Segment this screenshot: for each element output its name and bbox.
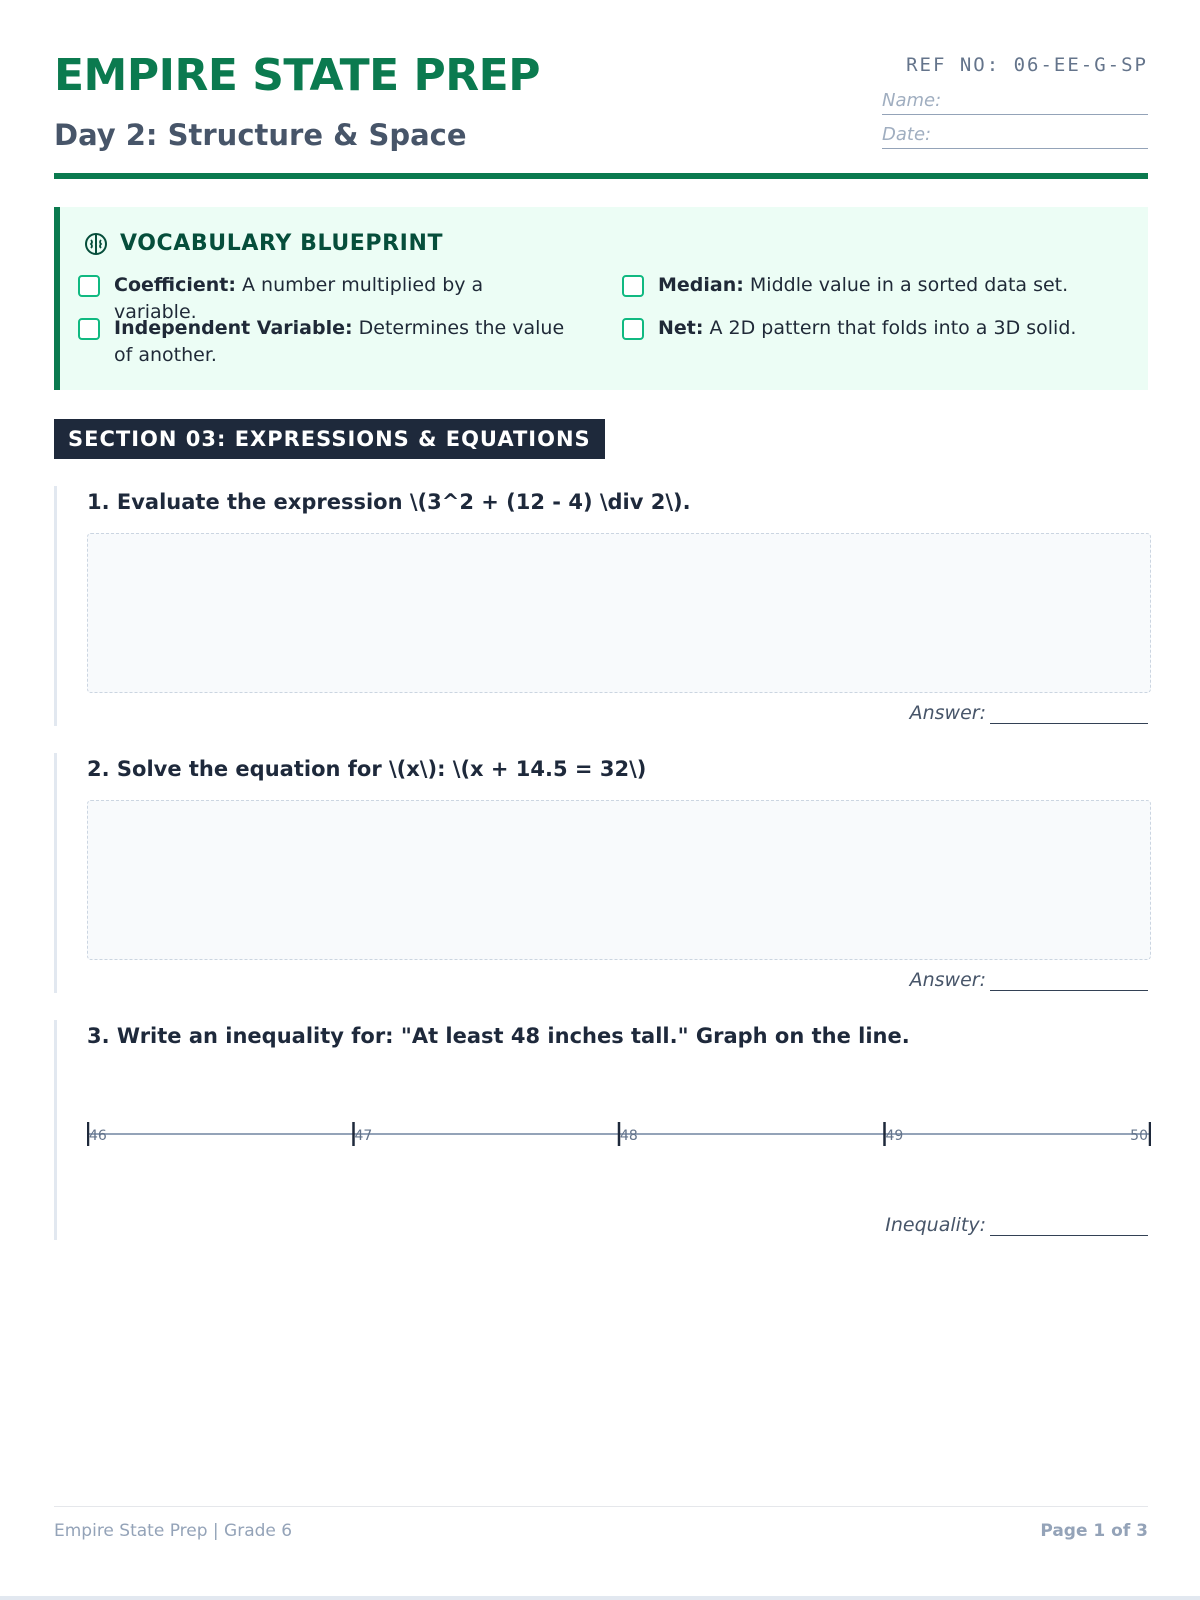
inequality-label: Inequality: — [885, 1214, 986, 1236]
name-field[interactable] — [882, 88, 1148, 115]
answer-label: Answer: — [909, 969, 986, 991]
page-subtitle: Day 2: Structure & Space — [54, 118, 467, 152]
vocab-checkbox[interactable] — [622, 318, 644, 340]
question-2 — [54, 753, 1148, 993]
footer-brand: Empire State Prep | Grade 6 — [54, 1521, 293, 1541]
question-3 — [54, 1020, 1148, 1240]
name-label: Name: — [882, 90, 942, 111]
date-field[interactable] — [882, 122, 1148, 149]
number-line-tick-label: 46 — [89, 1128, 107, 1144]
number-line-tick-label: 49 — [885, 1128, 904, 1144]
answer-line[interactable] — [910, 969, 1148, 991]
question-text: 1. Evaluate the expression \(3^2 + (12 - 4) \div 2\). — [87, 490, 691, 514]
vocab-definition: Middle value in a sorted data set. — [743, 274, 1069, 296]
number-line-graphic[interactable] — [87, 1110, 1151, 1160]
vocab-item-net — [622, 315, 1122, 342]
vocab-item-independent-variable — [78, 315, 568, 369]
vocab-text — [658, 272, 1068, 299]
vocab-item-median — [622, 272, 1122, 299]
work-area[interactable] — [87, 533, 1151, 693]
vocab-term: Net: — [658, 317, 704, 339]
vocab-definition: Determines the value of another. — [114, 317, 565, 366]
vocab-definition: A number multiplied by a variable. — [114, 274, 484, 323]
number-line-tick-label: 50 — [1130, 1128, 1148, 1144]
inequality-blank[interactable] — [990, 1215, 1148, 1236]
vocab-term: Coefficient: — [114, 274, 236, 296]
answer-blank[interactable] — [990, 703, 1148, 724]
reference-number: REF NO: 06-EE-G-SP — [906, 54, 1148, 76]
answer-line[interactable] — [885, 1214, 1148, 1236]
question-text: 2. Solve the equation for \(x\): \(x + 14.5 = 32\) — [87, 757, 647, 781]
vocab-term: Median: — [658, 274, 744, 296]
question-1 — [54, 486, 1148, 726]
vocab-text — [114, 315, 568, 369]
brand-title: EMPIRE STATE PREP — [54, 50, 540, 101]
answer-line[interactable] — [910, 702, 1148, 724]
number-line-tick-label: 47 — [354, 1128, 373, 1144]
header-divider — [54, 173, 1148, 179]
answer-blank[interactable] — [990, 970, 1148, 991]
answer-label: Answer: — [909, 702, 986, 724]
brain-icon — [84, 232, 108, 256]
footer-divider — [54, 1506, 1148, 1507]
section-header: SECTION 03: EXPRESSIONS & EQUATIONS — [54, 419, 605, 459]
header — [54, 0, 1148, 180]
vocabulary-title-text: VOCABULARY BLUEPRINT — [120, 231, 444, 256]
vocab-checkbox[interactable] — [622, 275, 644, 297]
vocab-term: Independent Variable: — [114, 317, 353, 339]
question-text: 3. Write an inequality for: "At least 48 inches tall." Graph on the line. — [87, 1024, 910, 1048]
page-number: Page 1 of 3 — [1040, 1521, 1148, 1541]
vocab-text — [658, 315, 1076, 342]
date-label: Date: — [882, 124, 932, 145]
vocab-checkbox[interactable] — [78, 318, 100, 340]
number-line[interactable] — [87, 1110, 1151, 1160]
vocab-checkbox[interactable] — [78, 275, 100, 297]
worksheet-page — [54, 0, 1148, 1600]
bottom-band — [0, 1596, 1200, 1600]
vocab-definition: A 2D pattern that folds into a 3D solid. — [703, 317, 1077, 339]
work-area[interactable] — [87, 800, 1151, 960]
vocabulary-title — [84, 231, 443, 256]
number-line-tick-label: 48 — [620, 1128, 638, 1144]
